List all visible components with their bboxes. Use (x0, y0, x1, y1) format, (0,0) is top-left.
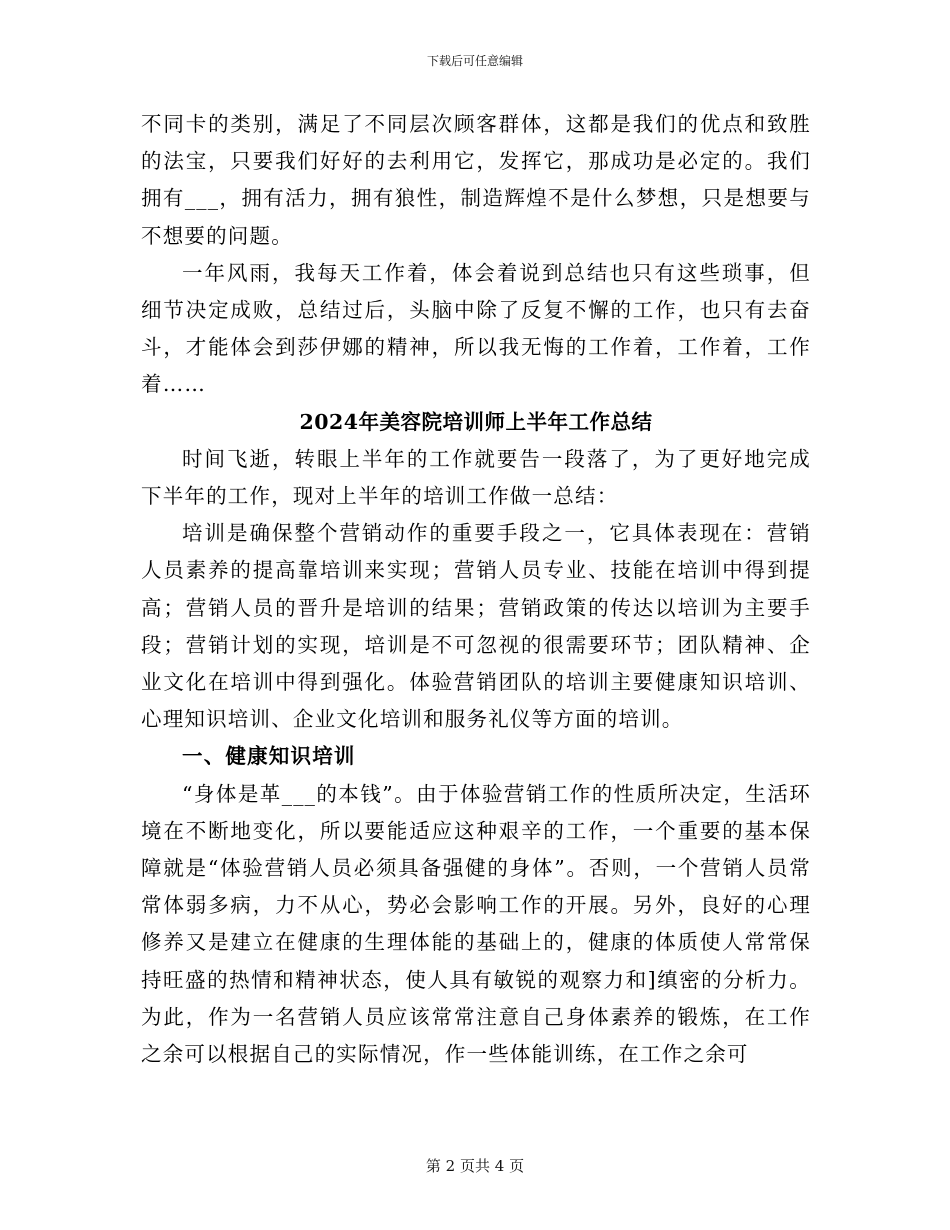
section-heading-health-training: 一、健康知识培训 (182, 744, 356, 769)
document-title: 2024年美容院培训师上半年工作总结 (299, 409, 653, 434)
paragraph-intro: 时间飞逝，转眼上半年的工作就要告一段落了，为了更好地完成下半年的工作，现对上半年的培训工作做一总结： (141, 446, 811, 509)
paragraph-training-importance: 培训是确保整个营销动作的重要手段之一，它具体表现在：营销人员素养的提高靠培训来实现；营销人员专业、技能在培训中得到提高；营销人员的晋升是培训的结果；营销政策的传达以培训为主要手段；营销计划的实现，培训是不可忽视的很需要环节；团队精神、企业文化在培训中得到强化。体验营销团队的培训主要健康知识培训、心理知识培训、企业文化培训和服务礼仪等方面的培训。 (141, 521, 811, 732)
page-footer: 第 2 页共 4 页 (425, 1157, 525, 1175)
page-header: 下载后可任意编辑 (426, 54, 523, 68)
paragraph-continued: 不同卡的类别，满足了不同层次顾客群体，这都是我们的优点和致胜的法宝，只要我们好好的去利用它，发挥它，那成功是必定的。我们拥有___，拥有活力，拥有狼性，制造辉煌不是什么梦想，只是想要与不想要的问题。 (141, 112, 811, 248)
paragraph-health-training: “身体是革___的本钱”。由于体验营销工作的性质所决定，生活环境在不断地变化，所以要能适应这种艰辛的工作，一个重要的基本保障就是“体验营销人员必须具备强健的身体”。否则，一个营销人员常常体弱多病，力不从心，势必会影响工作的开展。另外，良好的心理修养又是建立在健康的生理体能的基础上的，健康的体质使人常常保持旺盛的热情和精神状态，使人具有敏锐的观察力和]缜密的分析力。为此，作为一名营销人员应该常常注意自己身体素养的锻炼，在工作之余可以根据自己的实际情况，作一些体能训练，在工作之余可 (141, 781, 811, 1067)
paragraph-year-summary: 一年风雨，我每天工作着，体会着说到总结也只有这些琐事，但细节决定成败，总结过后，头脑中除了反复不懈的工作，也只有去奋斗，才能体会到莎伊娜的精神，所以我无悔的工作着，工作着，工作着…… (141, 260, 811, 397)
document-body (141, 106, 811, 1073)
